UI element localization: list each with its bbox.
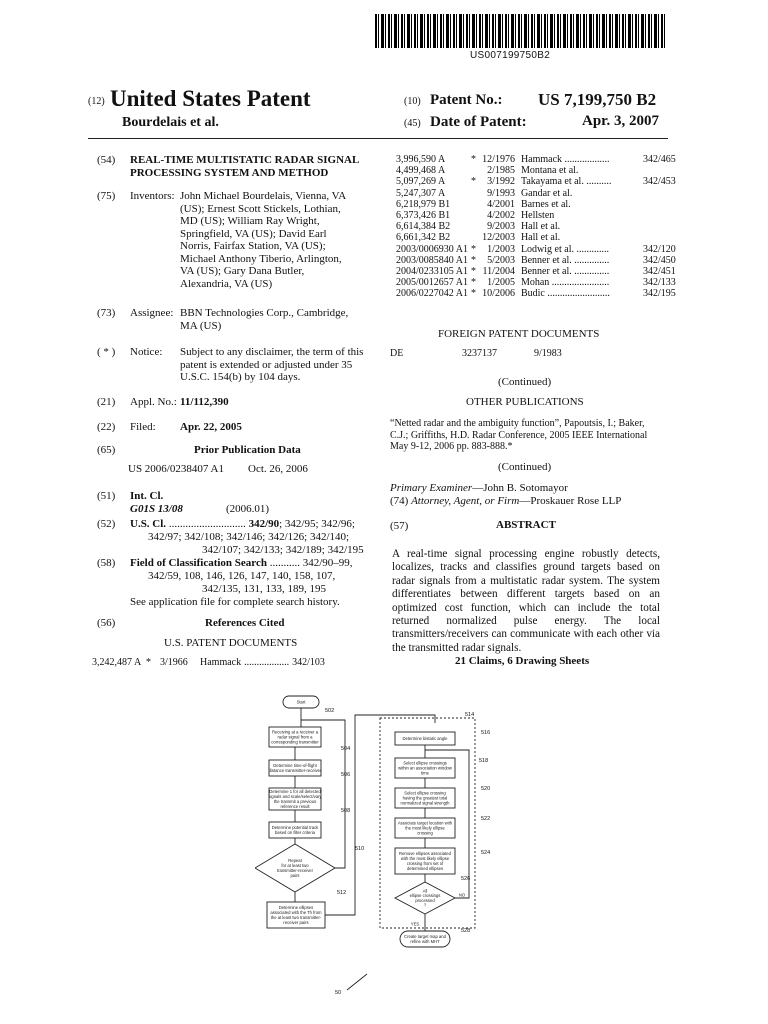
uscl-label: U.S. Cl.	[130, 518, 167, 530]
field-dots: ...........	[269, 557, 300, 569]
ref-name: Hellsten	[520, 210, 555, 222]
code-54: (54)	[97, 154, 116, 166]
attorney-label: Attorney, Agent, or Firm	[411, 495, 520, 507]
patent-number: US 7,199,750 B2	[538, 90, 657, 109]
inventor-line: (US); Ernest Scott Stickels, Lothian,	[180, 202, 341, 215]
flow-label: transmitter-receiver	[276, 868, 314, 873]
ref-number: 6,373,426 B1	[396, 210, 451, 222]
publication-number: US007199750B2	[470, 50, 551, 61]
code-57: (57)	[390, 520, 409, 532]
assignee-line-1: BBN Technologies Corp., Cambridge,	[180, 307, 349, 319]
flow-label: ellipse crossings	[409, 893, 441, 899]
continued-1: (Continued)	[498, 376, 552, 388]
ref-star: *	[470, 288, 476, 300]
ref-class	[643, 221, 679, 232]
code-21: (21)	[97, 396, 116, 408]
ref-class: 342/195	[642, 288, 676, 300]
field-value: 342/90–99,	[302, 557, 353, 569]
ref-date: 5/2003	[487, 254, 515, 266]
flow-ref-number: 502	[325, 708, 335, 714]
flow-ref-number: 50	[335, 990, 342, 996]
code-51: (51)	[97, 490, 116, 502]
flow-label: based on filter criteria	[274, 830, 316, 835]
inventor-line: VA (US); Gary Dana Butler,	[180, 265, 305, 277]
flow-label: the transmit a previous	[273, 799, 317, 804]
header-rule	[88, 138, 668, 139]
code-12: (12)	[88, 96, 105, 107]
flow-label: time	[421, 770, 429, 776]
code-73: (73)	[97, 307, 116, 319]
inventor-line: Michael Anthony Tiberio, Arlington,	[180, 252, 342, 265]
ref-date: 3/1966	[160, 657, 188, 668]
flow-ref-number: 524	[481, 850, 491, 856]
abstract-text: A real-time signal processing engine robustly detects, localizes, tracks and classifies ground targets based on radar signals from a multistatic radar system. The system differentiates between different targets based on an optimized cost function, which can include the total returned normalized pulse energy. The local transmitters/receivers can communicate with each other via the transmitted radar signals.	[392, 548, 660, 654]
ref-number: 6,218,979 B1	[396, 198, 451, 210]
prior-pub-heading: Prior Publication Data	[194, 444, 301, 456]
attorney-name: —Proskauer Rose LLP	[519, 495, 622, 507]
code-52: (52)	[97, 518, 116, 530]
ref-class: 342/453	[642, 176, 676, 188]
primary-examiner	[390, 482, 568, 495]
ref-class	[643, 199, 679, 210]
table-row	[92, 657, 328, 668]
other-pub-line: C.J.; Griffiths, H.D. Radar Conference, 2005 IEEE International	[390, 429, 648, 441]
flowchart-figure	[255, 690, 515, 1015]
table-row	[396, 165, 679, 176]
flow-label: All	[422, 888, 428, 894]
foreign-heading: FOREIGN PATENT DOCUMENTS	[438, 328, 600, 340]
flow-ref-number: 528	[461, 928, 471, 934]
ref-date: 3/1992	[487, 176, 515, 188]
notice-line: U.S.C. 154(b) by 104 days.	[180, 371, 301, 383]
table-row	[396, 188, 679, 199]
flow-ref-number: 522	[481, 816, 491, 822]
title-line-1: REAL-TIME MULTISTATIC RADAR SIGNAL	[130, 154, 360, 166]
flow-ref-number: 520	[481, 786, 491, 792]
filed-label: Filed:	[130, 421, 156, 433]
table-row	[396, 255, 679, 266]
flow-label: Remove ellipses associated	[399, 851, 451, 856]
ref-date: 4/2002	[487, 210, 515, 222]
us-docs-heading: U.S. PATENT DOCUMENTS	[164, 637, 298, 649]
ref-date: 2/1985	[487, 165, 515, 177]
inventors-label: Inventors:	[130, 190, 175, 202]
flow-label: pairs	[290, 873, 300, 878]
foreign-date: 9/1983	[534, 348, 562, 359]
ref-class	[643, 188, 679, 199]
table-row	[396, 277, 679, 288]
other-pub-text	[390, 418, 647, 453]
ref-name: Hall et al.	[520, 232, 561, 244]
other-pub-line: May 9-12, 2006 pp. 883-888.*	[390, 441, 513, 452]
ref-date: 10/2006	[482, 288, 515, 300]
flow-ref-number: 516	[481, 730, 491, 736]
ref-class	[643, 210, 679, 221]
refs-heading: References Cited	[205, 617, 285, 629]
flow-label: Start	[296, 699, 306, 705]
patent-date: Apr. 3, 2007	[582, 113, 659, 129]
flow-label: Create target map and	[404, 934, 446, 939]
ref-name: Montana et al.	[520, 165, 579, 177]
attorney	[390, 495, 621, 508]
code-notice: ( * )	[97, 346, 116, 358]
ref-star	[471, 199, 481, 210]
flow-label: Receiving at a receiver a	[271, 729, 319, 735]
ref-name: Benner et al. ..............	[520, 254, 610, 266]
flow-label: the at least two transmitter-	[270, 915, 322, 920]
inventor-line: MD (US); William Ray Wright,	[180, 215, 320, 227]
flow-label: refine with MHT	[410, 939, 440, 944]
ref-name: Hammack	[200, 657, 242, 668]
ref-name: Takayama et al. ..........	[520, 176, 612, 188]
ref-star: *	[470, 266, 476, 278]
flow-ref-number: 526	[461, 876, 471, 882]
flow-label: corresponding transmitter	[271, 739, 319, 745]
flow-label: Associate target location with	[397, 820, 453, 826]
table-row	[396, 154, 679, 165]
table-row	[396, 288, 679, 299]
notice-text	[180, 346, 363, 384]
code-75: (75)	[97, 190, 116, 202]
table-row	[396, 221, 679, 232]
date-label: Date of Patent:	[430, 114, 527, 130]
ref-star: *	[146, 657, 151, 668]
ref-star	[471, 210, 481, 221]
ref-number: 4,499,468 A	[396, 165, 446, 177]
ref-number: 2006/0227042 A1	[396, 288, 468, 300]
flow-label: normalized signal strength	[400, 800, 450, 806]
ref-number: 5,247,307 A	[396, 187, 446, 199]
field-line-2: 342/59, 108, 146, 126, 147, 140, 158, 107,	[148, 570, 336, 582]
code-65: (65)	[97, 444, 116, 456]
ref-class: 342/133	[642, 277, 676, 289]
appl-number: 11/112,390	[180, 396, 229, 408]
notice-label: Notice:	[130, 346, 163, 358]
document-type: United States Patent	[110, 86, 311, 111]
title-line-2: PROCESSING SYSTEM AND METHOD	[130, 167, 329, 179]
uscl-line-1	[130, 518, 355, 531]
ref-star: *	[470, 154, 476, 165]
flow-ref-number: 508	[341, 808, 351, 814]
ref-star: *	[470, 277, 476, 289]
other-pub-line: “Netted radar and the ambiguity function”, Papoutsis, I.; Baker,	[390, 418, 645, 429]
ref-class	[643, 232, 679, 243]
assignee-line-2: MA (US)	[180, 320, 222, 332]
inventor-line: Springfield, VA (US); David Earl	[180, 227, 327, 240]
prior-pub-date: Oct. 26, 2006	[248, 463, 308, 475]
ref-number: 2003/0085840 A1	[396, 254, 468, 266]
flow-label: distance transmitter-receiver	[268, 768, 322, 773]
ref-name: Budic .........................	[520, 288, 610, 300]
ref-class: 342/465	[642, 154, 676, 165]
field-line-1	[130, 557, 353, 570]
flow-label: crossing from set of	[406, 861, 444, 866]
table-row	[396, 232, 679, 243]
flow-label: ?	[423, 902, 427, 908]
foreign-country: DE	[390, 348, 404, 359]
ref-star	[471, 232, 481, 243]
ref-name: Hall et al.	[520, 221, 561, 233]
inventor-line: Alexandria, VA (US)	[180, 277, 273, 290]
flow-label: Determine ellipses	[278, 905, 314, 910]
barcode	[375, 14, 665, 48]
ref-dots: ..................	[244, 657, 290, 668]
table-row	[396, 176, 679, 187]
ref-class: 342/103	[292, 657, 325, 668]
code-10: (10)	[404, 96, 421, 107]
flow-label: Determine 1 for all detected	[269, 789, 321, 794]
ref-date: 12/1976	[482, 154, 515, 165]
ref-number: 2005/0012657 A1	[396, 277, 468, 289]
code-58: (58)	[97, 557, 116, 569]
flow-label: signals and scale/select/vary	[268, 794, 322, 799]
abstract-heading: ABSTRACT	[496, 519, 556, 531]
code-45: (45)	[404, 118, 421, 129]
ref-star: *	[470, 254, 476, 266]
foreign-number: 3237137	[462, 348, 497, 359]
flow-label: NO	[458, 892, 466, 898]
intcl-version: (2006.01)	[226, 503, 270, 515]
us-references-table	[396, 154, 679, 300]
first-reference	[92, 657, 328, 668]
ref-number: 3,996,590 A	[396, 154, 446, 165]
ref-name: Lodwig et al. .............	[520, 243, 609, 255]
intcl-code: G01S 13/08	[130, 503, 183, 515]
uscl-main: 342/90	[248, 518, 280, 530]
flow-label: the most likely ellipse	[405, 825, 445, 831]
inventor-line: John Michael Bourdelais, Vienna, VA	[180, 190, 347, 202]
flow-label: Select ellipse crossing	[404, 790, 446, 796]
continued-2: (Continued)	[498, 461, 552, 473]
ref-number: 6,614,384 B2	[396, 221, 451, 233]
flow-ref-number: 518	[479, 758, 489, 764]
other-pub-heading: OTHER PUBLICATIONS	[466, 396, 584, 408]
ref-date: 4/2001	[487, 198, 515, 210]
ref-date: 11/2004	[482, 266, 515, 278]
inventors-short: Bourdelais et al.	[122, 115, 219, 130]
uscl-dots: ............................	[168, 518, 246, 530]
uscl-line-3: 342/107; 342/133; 342/189; 342/195	[202, 544, 364, 556]
flow-label: determined ellipses	[406, 866, 444, 871]
ref-class: 342/120	[642, 243, 676, 255]
patent-no-label: Patent No.:	[430, 92, 503, 108]
code-56: (56)	[97, 617, 116, 629]
ref-name: Gandar et al.	[520, 187, 573, 199]
notice-line: Subject to any disclaimer, the term of this	[180, 346, 364, 358]
ref-class	[643, 165, 679, 176]
ref-name: Hammack ..................	[520, 154, 610, 165]
inventors-list	[180, 190, 370, 290]
code-74: (74)	[390, 495, 409, 507]
ref-class: 342/451	[642, 266, 676, 278]
notice-line: patent is extended or adjusted under 35	[180, 358, 353, 371]
assignee-label: Assignee:	[130, 307, 174, 319]
flow-label: for at least two	[281, 863, 309, 868]
ref-date: 9/1993	[487, 187, 515, 199]
field-line-3: 342/135, 131, 133, 189, 195	[202, 583, 327, 595]
flow-label: receiver pairs	[283, 920, 309, 925]
flow-label: YES	[410, 921, 420, 927]
table-row	[396, 199, 679, 210]
intcl-label: Int. Cl.	[130, 490, 164, 502]
field-label: Field of Classification Search	[130, 557, 267, 569]
table-row	[396, 266, 679, 277]
examiner-name: —John B. Sotomayor	[472, 482, 568, 494]
ref-number: 6,661,342 B2	[396, 232, 451, 244]
table-row	[396, 210, 679, 221]
ref-number: 5,097,269 A	[396, 176, 446, 188]
flow-label: Select ellipse crossings	[403, 760, 447, 766]
examiner-label: Primary Examiner	[390, 482, 473, 494]
ref-star: *	[470, 176, 476, 188]
ref-name: Mohan .......................	[520, 277, 610, 289]
foreign-ref	[390, 348, 562, 359]
table-row	[396, 244, 679, 255]
ref-number: 2004/0233105 A1	[396, 266, 468, 278]
flow-label: within an association window	[398, 765, 452, 771]
ref-number: 2003/0006930 A1	[396, 243, 468, 255]
appl-label: Appl. No.:	[130, 396, 177, 408]
ref-star	[471, 188, 481, 199]
flow-label: having the greatest total	[402, 795, 448, 801]
code-22: (22)	[97, 421, 116, 433]
ref-star	[471, 165, 481, 176]
filed-date: Apr. 22, 2005	[180, 421, 242, 433]
inventor-line: Norris, Fairfax Station, VA (US);	[180, 240, 326, 252]
ref-number: 3,242,487 A	[92, 657, 142, 668]
ref-date: 12/2003	[482, 232, 515, 244]
claims-count: 21 Claims, 6 Drawing Sheets	[455, 655, 590, 667]
prior-pub-number: US 2006/0238407 A1	[128, 463, 224, 475]
ref-name: Benner et al. ..............	[520, 266, 610, 278]
flow-label: Repeat	[288, 858, 302, 863]
ref-class: 342/450	[642, 254, 676, 266]
flow-label: radar signal from a	[277, 734, 313, 740]
flow-ref-number: 514	[465, 712, 475, 718]
flow-label: Determine bistatic angle	[402, 736, 448, 741]
ref-date: 1/2005	[487, 277, 515, 289]
flow-ref-number: 506	[341, 772, 351, 778]
ref-name: Barnes et al.	[520, 198, 571, 210]
ref-star: *	[470, 243, 476, 255]
uscl-rest: ; 342/95; 342/96;	[279, 518, 355, 530]
flow-label: with the most likely ellipse	[400, 856, 450, 861]
ref-star	[471, 221, 481, 232]
flow-label: associated with the Th from	[270, 910, 322, 915]
flow-label: Determine potential track	[271, 825, 319, 830]
uscl-line-2: 342/97; 342/108; 342/146; 342/126; 342/140;	[148, 531, 350, 543]
ref-date: 1/2003	[487, 243, 515, 255]
field-line-4: See application file for complete search history.	[130, 596, 340, 608]
flow-ref-number: 510	[355, 846, 365, 852]
flow-ref-number: 504	[341, 746, 351, 752]
flow-label: processed	[415, 897, 435, 903]
ref-date: 9/2003	[487, 221, 515, 233]
flow-label: crossing	[417, 830, 433, 836]
flow-ref-number: 512	[337, 890, 347, 896]
flow-label: reference result	[280, 804, 310, 809]
flow-label: Determine time-of-flight	[273, 763, 317, 768]
